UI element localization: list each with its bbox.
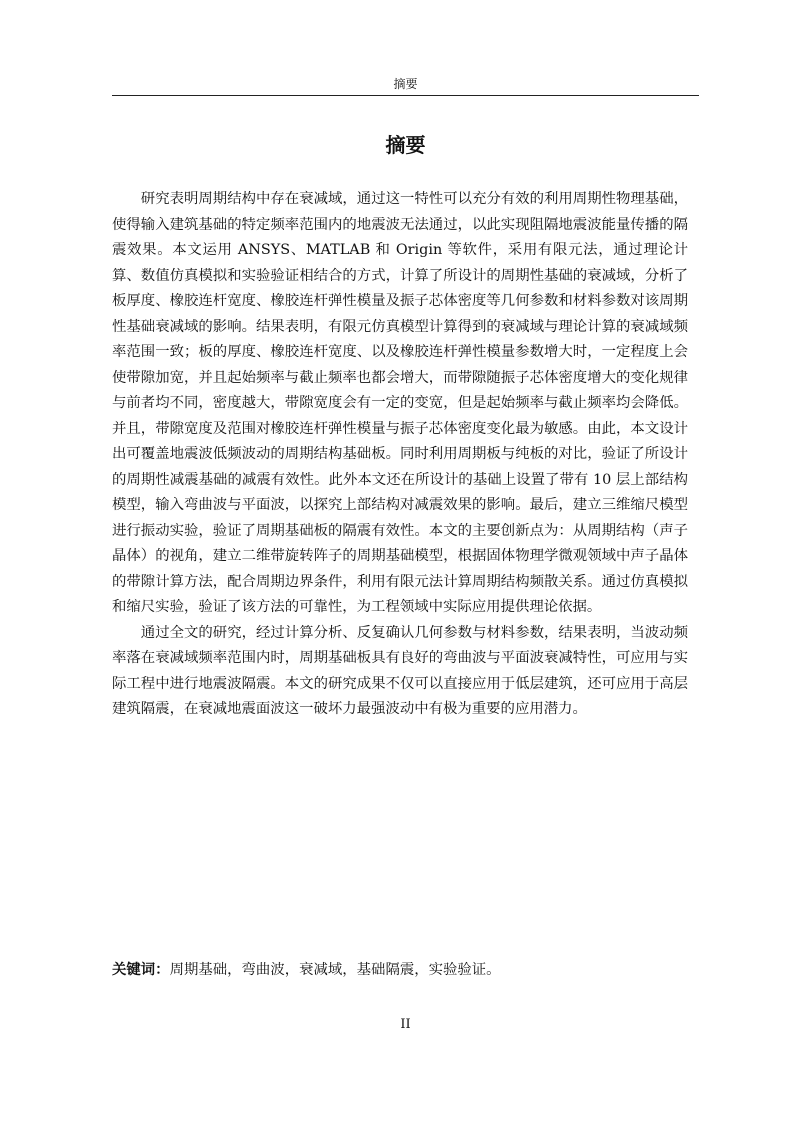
running-header: 摘要 bbox=[393, 77, 418, 91]
header-rule bbox=[112, 95, 699, 96]
keywords-label: 关键词： bbox=[112, 962, 170, 978]
abstract-paragraph-1: 研究表明周期结构中存在衰减域，通过这一特性可以充分有效的利用周期性物理基础，使得输入建筑基础的特定频率范围内的地震波无法通过，以此实现阻隔地震波能量传播的隔震效果。本文运用 ANSYS、MATLAB 和 Origin 等软件，采用有限元法，通过理论计算、数值仿真模拟和实验验证相结合的方式，计算了所设计的周期性基础的衰减域，分析了板厚度、橡胶连杆宽度、橡胶连杆弹性模量及振子芯体密度等几何参数和材料参数对该周期性基础衰减域的影响。结果表明，有限元仿真模型计算得到的衰减域与理论计算的衰减域频率范围一致；板的厚度、橡胶连杆宽度、以及橡胶连杆弹性模量参数增大时，一定程度上会使带隙加宽，并且起始频率与截止频率也都会增大，而带隙随振子芯体密度增大的变化规律与前者均不同，密度越大，带隙宽度会有一定的变宽，但是起始频率与截止频率均会降低。并且，带隙宽度及范围对橡胶连杆弹性模量与振子芯体密度变化最为敏感。由此，本文设计出可覆盖地震波低频波动的周期结构基础板。同时利用周期板与纯板的对比，验证了所设计的周期性减震基础的减震有效性。此外本文还在所设计的基础上设置了带有 10 层上部结构模型，输入弯曲波与平面波，以探究上部结构对减震效果的影响。最后，建立三维缩尺模型进行振动实验，验证了周期基础板的隔震有效性。本文的主要创新点为：从周期结构（声子晶体）的视角，建立二维带旋转阵子的周期基础模型，根据固体物理学微观领域中声子晶体的带隙计算方法，配合周期边界条件，利用有限元法计算周期结构频散关系。通过仿真模拟和缩尺实验，验证了该方法的可靠性，为工程领域中实际应用提供理论依据。 bbox=[112, 191, 688, 615]
keywords-text: 周期基础，弯曲波，衰减域，基础隔震，实验验证。 bbox=[169, 962, 501, 978]
keywords-line bbox=[112, 958, 688, 983]
page-number: II bbox=[400, 1017, 411, 1032]
abstract-body bbox=[112, 187, 688, 723]
page-title: 摘要 bbox=[385, 133, 426, 157]
abstract-paragraph-2: 通过全文的研究，经过计算分析、反复确认几何参数与材料参数，结果表明，当波动频率落在衰减域频率范围内时，周期基础板具有良好的弯曲波与平面波衰减特性，可应用与实际工程中进行地震波隔震。本文的研究成果不仅可以直接应用于低层建筑，还可应用于高层建筑隔震，在衰减地震面波这一破坏力最强波动中有极为重要的应用潜力。 bbox=[112, 624, 688, 717]
